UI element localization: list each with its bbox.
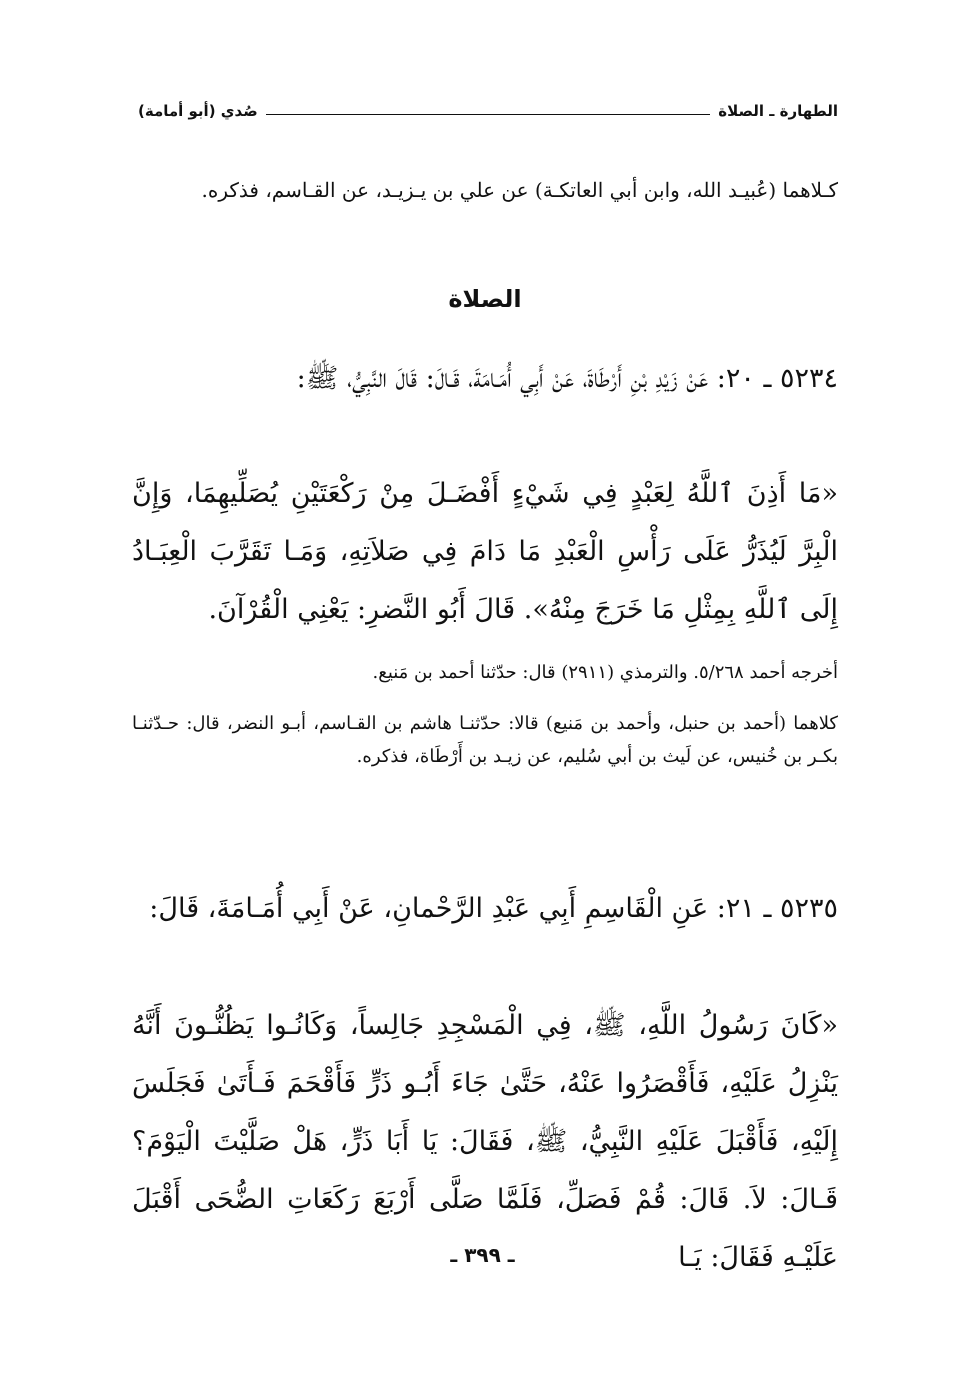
header-chapter-title: الطهارة ـ الصلاة (718, 102, 838, 120)
section-title: الصلاة (448, 285, 522, 313)
hadith-1-takhrij-2: كلاهما (أحمد بن حنبل، وأحمد بن مَنيع) قالا: حدّثنـا هاشم بن القـاسم، أبـو النضر، قال: حـدّثنـا بكـر بن خُنيس، عن لَيث بن أبي سُليم، عن زيـد بن أَرْطَاة، فذكره. (132, 713, 838, 767)
header-narrator-name: صُدي (أبو أمامة) (138, 102, 258, 120)
hadith-2-heading: ٥٢٣٥ ـ ٢١: عَنِ الْقَاسِمِ أَبِي عَبْدِ الرَّحْمانِ، عَنْ أَبِي أُمَـامَةَ، قَالَ: (149, 893, 838, 924)
header-rule (266, 114, 711, 115)
page-number: ـ ٣٩٩ ـ (450, 1243, 515, 1267)
intro-paragraph: كـلاهما (عُبيـد الله، وابن أبي العاتكـة) عن علي بن يـزيـد، عن القـاسم، فذكره. (201, 178, 838, 202)
hadith-1-text: «مَا أَذِنَ ٱللَّهُ لِعَبْدٍ فِي شَيْءٍ أَفْضَـلَ مِنْ رَكْعَتَيْنِ يُصَلِّيهِمَا، وَإِنَّ الْبِرَّ لَيُذَرُّ عَلَى رَأْسِ الْعَبْدِ مَا دَامَ فِي صَلاَتِهِ، وَمَـا تَقَرَّبَ الْعِبَـادُ إِلَى ٱللَّهِ بِمِثْلِ مَا خَرَجَ مِنْهُ». قَالَ أَبُو النَّضرِ: يَعْنِي الْقُرْآنَ. (132, 478, 838, 625)
hadith-2-text: «كَانَ رَسُولُ اللَّهِ، ﷺ، فِي الْمَسْجِدِ جَالِساً، وَكَانُـوا يَظُنُّـونَ أَنَّهُ يَنْزِلُ عَلَيْهِ، فَأَقْصَرُوا عَنْهُ، حَتَّىٰ جَاءَ أَبُـو ذَرٍّ فَأَقْحَمَ فَـأَتَىٰ فَجَلَسَ إِلَيْهِ، فَأَقْبَلَ عَلَيْهِ النَّبِيُّ، ﷺ، فَقَالَ: يَا أَبَا ذَرٍّ، هَلْ صَلَّيْتَ الْيَوْمَ؟ قَـالَ: لاَ. قَالَ: قُمْ فَصَلِّ، فَلَمَّا صَلَّى أَرْبَعَ رَكَعَاتِ الضُّحَى أَقْبَلَ عَلَيْـهِ فَقَالَ: يَـا (132, 1010, 838, 1273)
hadith-1-heading: ٥٢٣٤ ـ ٢٠: عَنْ زَيْدِ بْنِ أَرْطَاةَ، عَنْ أَبِي أُمَـامَةَ، قَـالَ: قَالَ النَّبِيُّ، ﷺ: (296, 363, 838, 394)
hadith-1-takhrij-1: أخرجه أحمد ٥/٢٦٨. والترمذي (٢٩١١) قال: حدّثنا أحمد بن مَنيع. (372, 662, 838, 683)
running-header (138, 96, 838, 126)
